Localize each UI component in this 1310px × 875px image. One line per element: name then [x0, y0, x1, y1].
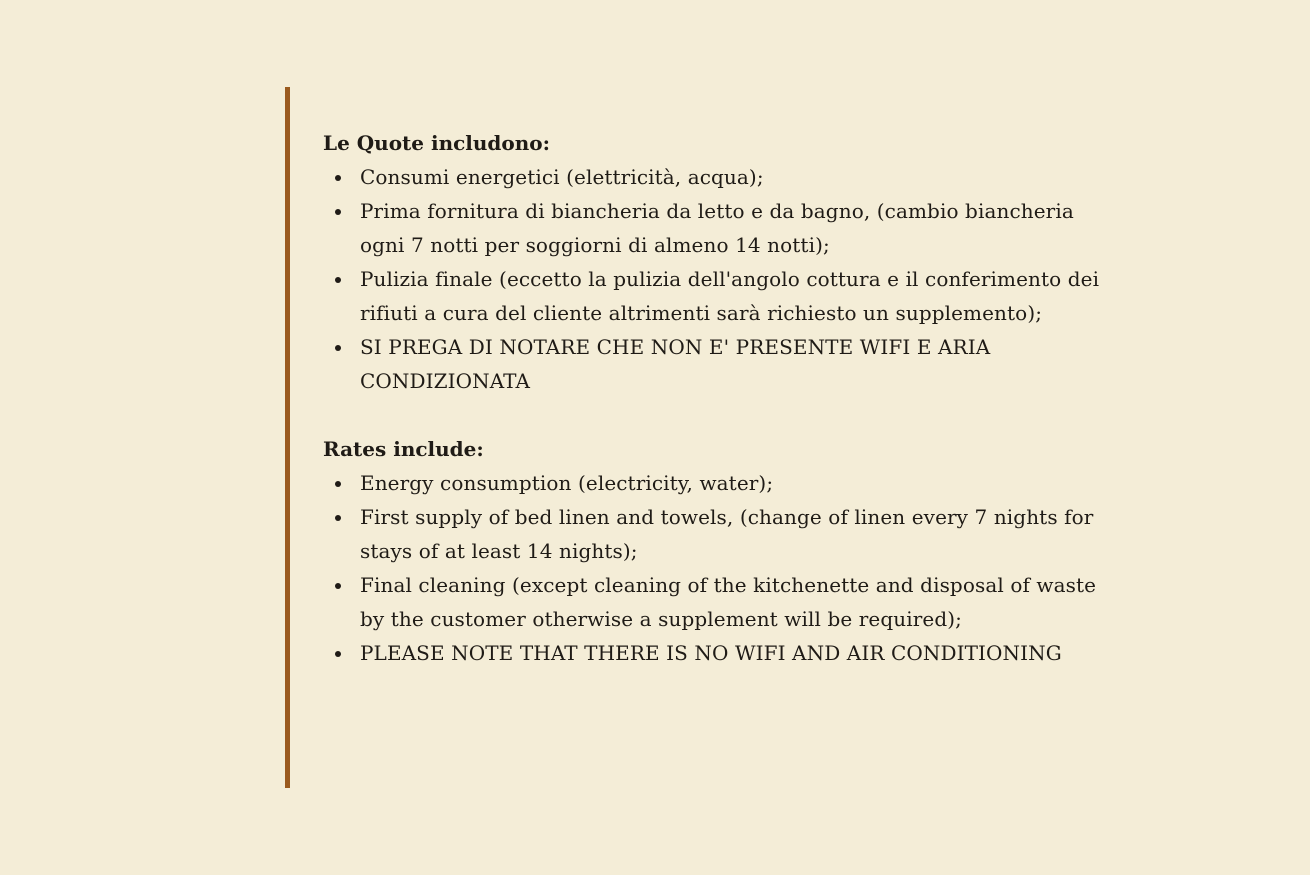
english-section [323, 432, 1123, 670]
list-item-text: Consumi energetici (elettricità, acqua); [360, 165, 764, 189]
list-item-text: Prima fornitura di biancheria da letto e da bagno, (cambio biancheria ogni 7 notti per soggiorni di almeno 14 notti); [360, 199, 1074, 257]
bullet-icon [335, 583, 341, 589]
list-item [323, 466, 1123, 500]
list-item-text: Energy consumption (electricity, water); [360, 471, 774, 495]
bullet-icon [335, 481, 341, 487]
italian-section [323, 126, 1123, 398]
bullet-icon [335, 209, 341, 215]
rates-content [323, 126, 1123, 670]
list-item-text: Pulizia finale (eccetto la pulizia dell'angolo cottura e il conferimento dei rifiuti a cura del cliente altrimenti sarà richiesto un supplemento); [360, 267, 1100, 325]
list-item [323, 568, 1123, 636]
bullet-icon [335, 277, 341, 283]
accent-bar [285, 87, 290, 788]
english-list [323, 466, 1123, 670]
list-item-text: First supply of bed linen and towels, (change of linen every 7 nights for stays of at least 14 nights); [360, 505, 1094, 563]
bullet-icon [335, 345, 341, 351]
italian-section-title: Le Quote includono: [323, 131, 551, 155]
list-item [323, 160, 1123, 194]
list-item [323, 330, 1123, 398]
italian-list [323, 160, 1123, 398]
list-item-text: SI PREGA DI NOTARE CHE NON E' PRESENTE WIFI E ARIA CONDIZIONATA [360, 335, 991, 393]
section-spacer [323, 398, 1123, 432]
list-item [323, 262, 1123, 330]
list-item [323, 194, 1123, 262]
english-section-title: Rates include: [323, 437, 484, 461]
list-item-text: PLEASE NOTE THAT THERE IS NO WIFI AND AIR CONDITIONING [360, 641, 1062, 665]
list-item [323, 636, 1123, 670]
bullet-icon [335, 515, 341, 521]
list-item-text: Final cleaning (except cleaning of the kitchenette and disposal of waste by the customer otherwise a supplement will be required); [360, 573, 1097, 631]
list-item [323, 500, 1123, 568]
bullet-icon [335, 175, 341, 181]
bullet-icon [335, 651, 341, 657]
